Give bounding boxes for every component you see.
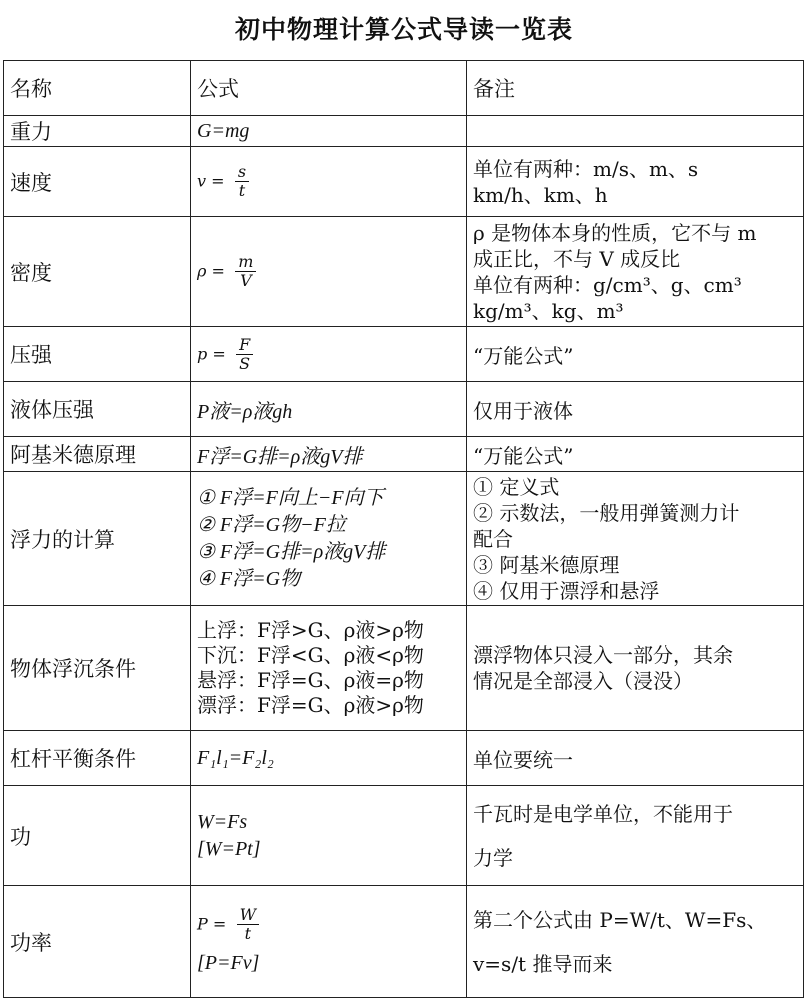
note — [467, 116, 804, 147]
formula: P液=ρ液gh — [191, 382, 467, 437]
note — [467, 147, 804, 217]
note-line: 力学 — [473, 845, 513, 870]
formula: F浮=G排=ρ液gV排 — [191, 437, 467, 472]
formula — [191, 886, 467, 998]
row-name: 液体压强 — [4, 382, 191, 437]
note-line: ② 示数法，一般用弹簧测力计 — [473, 500, 740, 525]
fraction — [235, 163, 249, 199]
table-row — [4, 731, 804, 786]
formula-line: [P=Fv] — [197, 952, 260, 975]
table-row — [4, 886, 804, 998]
formula-line — [197, 906, 460, 942]
formula-line: W=Fs — [197, 810, 248, 833]
note-line: ① 定义式 — [473, 474, 560, 499]
note: “万能公式” — [467, 437, 804, 472]
condition-line: 漂浮：F浮=G、ρ液>ρ物 — [197, 693, 424, 717]
table-row — [4, 382, 804, 437]
formula-lhs: ρ = — [197, 262, 225, 281]
note — [467, 606, 804, 731]
formula — [191, 147, 467, 217]
table-header-row — [4, 61, 804, 116]
row-name: 密度 — [4, 217, 191, 327]
formula — [191, 472, 467, 606]
formula-lhs: p = — [197, 344, 226, 364]
note-line: 成正比，不与 V 成反比 — [473, 246, 681, 271]
row-name: 重力 — [4, 116, 191, 147]
formula: F₁l₁=F₂l₂ — [191, 731, 467, 786]
note-line: 配合 — [473, 526, 513, 551]
formula-line: ② F浮=G物−F拉 — [197, 513, 346, 536]
formula — [191, 606, 467, 731]
denominator: t — [244, 923, 252, 943]
note-line: km/h、km、h — [473, 182, 608, 207]
denominator: V — [240, 271, 252, 290]
formula-table — [3, 60, 804, 998]
formula-line: ① F浮=F向上−F向下 — [197, 486, 384, 509]
fraction — [235, 253, 256, 289]
table-row — [4, 786, 804, 886]
formula-line: [W=Pt] — [197, 837, 261, 860]
note: 仅用于液体 — [467, 382, 804, 437]
formula-line: ④ F浮=G物 — [197, 567, 301, 590]
note-line: 情况是全部浸入（浸没） — [473, 669, 693, 693]
note — [467, 472, 804, 606]
condition-line: 上浮：F浮>G、ρ液>ρ物 — [197, 618, 424, 642]
row-name: 功 — [4, 786, 191, 886]
formula: G=mg — [191, 116, 467, 147]
note-line: 漂浮物体只浸入一部分，其余 — [473, 643, 733, 667]
header-formula: 公式 — [191, 61, 467, 116]
note — [467, 217, 804, 327]
condition-line: 下沉：F浮<G、ρ液<ρ物 — [197, 643, 424, 667]
note: 单位要统一 — [467, 731, 804, 786]
note-line: ④ 仅用于漂浮和悬浮 — [473, 578, 660, 603]
numerator: s — [235, 163, 249, 182]
row-name: 功率 — [4, 886, 191, 998]
condition-line: 悬浮：F浮=G、ρ液=ρ物 — [197, 668, 424, 692]
header-name: 名称 — [4, 61, 191, 116]
formula-lhs: P = — [197, 914, 227, 934]
formula-lhs: v = — [197, 172, 225, 191]
header-note: 备注 — [467, 61, 804, 116]
denominator: S — [239, 353, 251, 373]
row-name: 浮力的计算 — [4, 472, 191, 606]
table-row — [4, 116, 804, 147]
page-title: 初中物理计算公式导读一览表 — [234, 15, 573, 44]
table-row — [4, 327, 804, 382]
table-row — [4, 606, 804, 731]
table-row — [4, 437, 804, 472]
note-line: 单位有两种：m/s、m、s — [473, 156, 699, 181]
table-row — [4, 217, 804, 327]
formula — [191, 786, 467, 886]
note-line: ③ 阿基米德原理 — [473, 552, 620, 577]
row-name: 物体浮沉条件 — [4, 606, 191, 731]
formula — [191, 217, 467, 327]
fraction — [236, 336, 253, 372]
table-row — [4, 147, 804, 217]
row-name: 阿基米德原理 — [4, 437, 191, 472]
fraction — [237, 906, 259, 942]
numerator: F — [236, 336, 253, 355]
note-line: v=s/t 推导而来 — [473, 951, 613, 976]
note-line: kg/m³、kg、m³ — [473, 298, 624, 323]
note: “万能公式” — [467, 327, 804, 382]
row-name: 速度 — [4, 147, 191, 217]
denominator: t — [238, 181, 246, 200]
row-name: 杠杆平衡条件 — [4, 731, 191, 786]
note-line: 单位有两种：g/cm³、g、cm³ — [473, 272, 742, 297]
note-line: 千瓦时是电学单位，不能用于 — [473, 801, 733, 826]
numerator: W — [237, 906, 259, 925]
numerator: m — [235, 253, 256, 272]
note — [467, 786, 804, 886]
row-name: 压强 — [4, 327, 191, 382]
note — [467, 886, 804, 998]
formula — [191, 327, 467, 382]
formula-line: ③ F浮=G排=ρ液gV排 — [197, 540, 386, 563]
note-line: 第二个公式由 P=W/t、W=Fs、 — [473, 907, 767, 932]
note-line: ρ 是物体本身的性质，它不与 m — [473, 220, 757, 245]
table-row — [4, 472, 804, 606]
